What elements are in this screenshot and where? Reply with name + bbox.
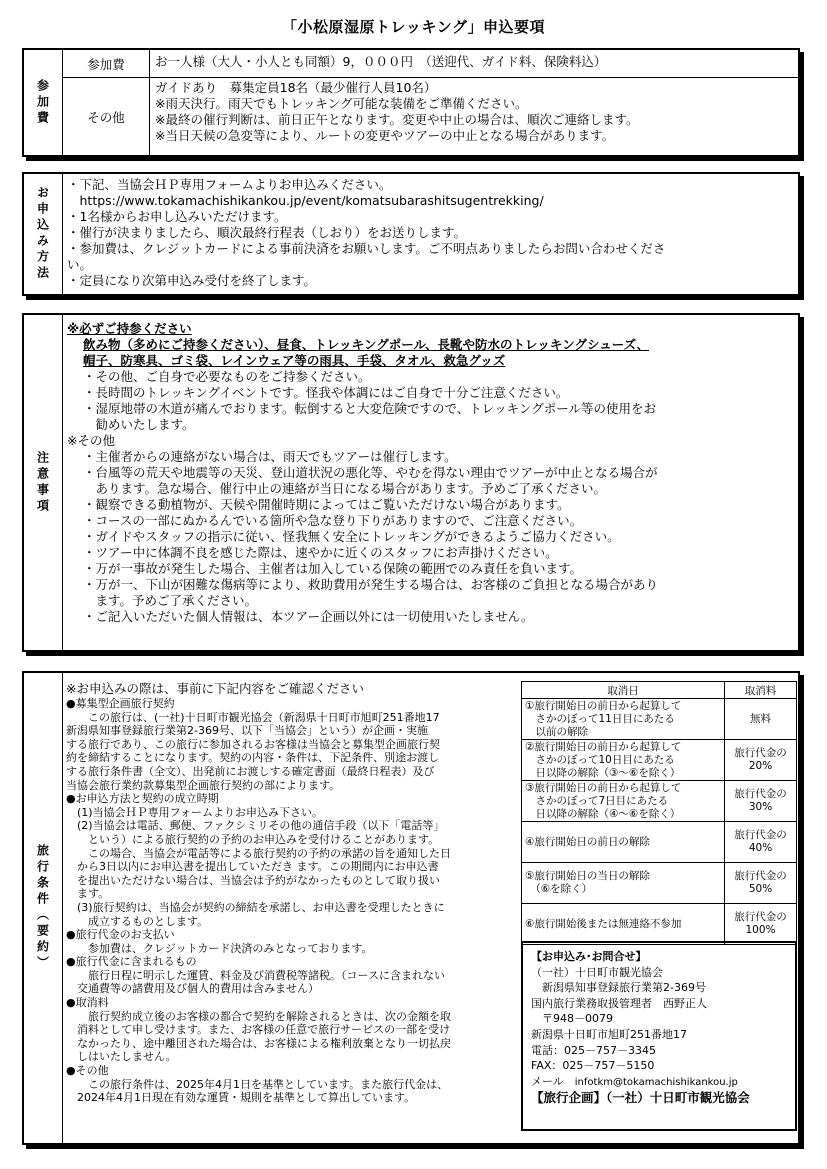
condition-line: 成立するものとします。 bbox=[66, 914, 209, 928]
other-item: ・万が一事故が発生した場合、主催者は加入している保険の範囲でのみ責任を負います。 bbox=[83, 561, 583, 576]
mail-address[interactable]: infotkm@tokamachishikankou.jp bbox=[574, 1076, 738, 1088]
apply-section-label: お申込み方法 bbox=[24, 174, 63, 294]
other-line: ガイドあり 募集定員18名（最少催行人員10名） bbox=[155, 80, 437, 95]
condition-line: を提出いただけない場合は、当協会は予約がなかったものとして取り扱い bbox=[66, 873, 440, 887]
cancel-row bbox=[522, 904, 797, 945]
condition-line: ●その他 bbox=[66, 1064, 109, 1078]
other-heading: ※その他 bbox=[67, 433, 115, 448]
apply-line: ・1名様からお申し込みいただけます。 bbox=[67, 209, 287, 224]
condition-line: という）による旅行契約の予約のお申込みを受付けることがあります。 bbox=[66, 832, 440, 846]
contact-line: FAX：025－757－5150 bbox=[531, 1059, 655, 1073]
cancel-day: ①旅行開始日の前日から起算して さかのぼって11日目にあたる 以前の解除 bbox=[522, 699, 725, 740]
condition-line: 2024年4月1日現在有効な運賃・規則を基準として算出しています。 bbox=[66, 1091, 416, 1105]
bring-heading: ※必ずご持参ください bbox=[67, 321, 192, 336]
other-item: ・台風等の荒天や地震等の天災、登山道状況の悪化等、やむを得ない理由でツアーが中止となる場合が bbox=[83, 465, 658, 480]
contact-line: （一社）十日町市観光協会 bbox=[531, 965, 663, 979]
bring-line: 飲み物（多めにご持参ください）、昼食、トレッキングポール、長靴や防水のトレッキングシューズ、 bbox=[83, 337, 650, 352]
other-item: ・コースの一部にぬかるんでいる箇所や急な登り下りがありますので、ご注意ください。 bbox=[83, 513, 583, 528]
contact-line: 新潟県十日町市旭町251番地17 bbox=[531, 1027, 687, 1041]
condition-line: から3日以内にお申込書を提出していただき ます。この期間内にお申込書 bbox=[66, 860, 439, 874]
condition-line: なかったり、途中離団された場合は、お客様による権利放棄となり一切払戻 bbox=[66, 1036, 451, 1050]
cancel-fee: 旅行代金の 100% bbox=[725, 904, 797, 945]
cancel-day: ⑤旅行開始日の当日の解除 （⑥を除く） bbox=[522, 863, 725, 904]
condition-line: 旅行契約成立後のお客様の都合で契約を解除されるときは、次の金額を取 bbox=[66, 1009, 451, 1023]
contact-line: 国内旅行業務取扱管理者 西野正人 bbox=[531, 996, 707, 1010]
condition-line: 旅行日程に明示した運賃、料金及び消費税等諸税。（コースに含まれない bbox=[66, 968, 445, 982]
contact-line: 〒948－0079 bbox=[531, 1012, 613, 1026]
cancel-day: ③旅行開始日の前日から起算して さかのぼって7日目にあたる 日以降の解除（④～⑥を除く） bbox=[522, 781, 725, 822]
cancel-fee-table bbox=[521, 681, 797, 945]
contact-box bbox=[521, 941, 797, 1131]
condition-line: この旅行条件は、2025年4月1日を基準としています。また旅行代金は、 bbox=[66, 1077, 449, 1091]
apply-line: ・参加費は、クレジットカードによる事前決済をお願いします。ご不明点ありましたらお問い合わせくださ bbox=[67, 241, 666, 256]
fee-text: お一人様（大人・小人とも同額）9，０００円 （送迎代、ガイド料、保険料込） bbox=[155, 54, 607, 69]
bring-line: 帽子、防寒具、ゴミ袋、レインウェア等の雨具、手袋、タオル、救急グッズ bbox=[83, 353, 506, 368]
condition-line: ●お申込方法と契約の成立時期 bbox=[66, 792, 219, 806]
condition-line: 約を締結することになります。契約の内容・条件は、下記条件、別途お渡し bbox=[66, 751, 440, 765]
notes-section-label: 注意事項 bbox=[24, 315, 63, 650]
apply-line: ・下記、当協会ＨＰ専用フォームよりお申込みください。 bbox=[67, 177, 392, 192]
condition-line: 当協会旅行業約款募集型企画旅行契約の部によります。 bbox=[66, 778, 341, 792]
contact-mail: メール infotkm@tokamachishikankou.jp bbox=[531, 1074, 738, 1088]
conditions-section-label: 旅行条件（要約） bbox=[24, 673, 63, 1143]
other-item: ・ガイドやスタッフの指示に従い、怪我無く安全にトレッキングができるようご協力ください。 bbox=[83, 529, 620, 544]
contact-line: 新潟県知事登録旅行業第2-369号 bbox=[531, 981, 706, 995]
notes-section bbox=[22, 313, 800, 652]
page-title: 「小松原湿原トレッキング」申込要項 bbox=[282, 18, 545, 36]
condition-line: 交通費等の諸費用及び個人的費用は含みません） bbox=[66, 982, 319, 996]
other-row-label: その他 bbox=[63, 78, 150, 155]
condition-line: しはいたしません。 bbox=[66, 1050, 177, 1064]
condition-line: ●募集型企画旅行契約 bbox=[66, 697, 175, 710]
cancel-fee: 旅行代金の 50% bbox=[725, 863, 797, 904]
other-item: ・ご記入いただいた個人情報は、本ツアー企画以外には一切使用いたしません。 bbox=[83, 609, 534, 624]
condition-line: (3)旅行契約は、当協会が契約の締結を承諾し、お申込書を受理したときに bbox=[66, 900, 445, 914]
other-row bbox=[63, 78, 798, 155]
condition-line: ます。 bbox=[66, 887, 110, 901]
condition-line: (2)当協会は電話、郵便、ファクシミリその他の通信手段（以下「電話等」 bbox=[66, 819, 445, 833]
condition-line: 新潟県知事登録旅行業第2-369号、以下「当協会」という）が企画・実施 bbox=[66, 724, 428, 738]
apply-line: い。 bbox=[67, 257, 93, 272]
bring-item: ・長時間のトレッキングイベントです。怪我や体調にはご自身で十分ご注意ください。 bbox=[83, 385, 569, 400]
other-item: ・ツアー中に体調不良を感じた際は、速やかに近くのスタッフにお声掛けください。 bbox=[83, 545, 558, 560]
apply-section bbox=[22, 172, 800, 296]
condition-line: する旅行条件書（全文）、出発前にお渡しする確定書面（最終日程表）及び bbox=[66, 764, 435, 778]
other-item: ・観察できる動植物が、天候や開催時期によってはご覧いただけない場合があります。 bbox=[83, 497, 570, 512]
cancel-row bbox=[522, 863, 797, 904]
cancel-day: ⑥旅行開始後または無連絡不参加 bbox=[522, 904, 725, 945]
condition-line: ●取消料 bbox=[66, 996, 109, 1010]
apply-line: ・定員になり次第申込み受付を終了します。 bbox=[67, 273, 317, 288]
conditions-heading: ※お申込みの際は、事前に下記内容をご確認ください bbox=[66, 681, 364, 696]
condition-line: この場合、当協会が電話等による旅行契約の予約の承諾の旨を通知した日 bbox=[66, 846, 451, 860]
other-line: ※当日天候の急変等により、ルートの変更やツアーの中止となる場合があります。 bbox=[155, 128, 615, 143]
other-line: ※最終の催行判断は、前日正午となります。変更や中止の場合は、順次ご連絡します。 bbox=[155, 112, 639, 127]
condition-line: する旅行であり、この旅行に参加されるお客様は当協会と募集型企画旅行契 bbox=[66, 737, 440, 751]
other-item: ます。予めご了承ください。 bbox=[83, 593, 258, 608]
cancel-row bbox=[522, 822, 797, 863]
fees-section bbox=[22, 48, 800, 157]
other-item: ・主催者からの連絡がない場合は、雨天でもツアーは催行します。 bbox=[83, 449, 457, 464]
bring-item: ・湿原地帯の木道が痛んでおります。転倒すると大変危険ですので、トレッキングポール等の使用をお bbox=[83, 401, 657, 416]
apply-url[interactable]: https://www.tokamachishikankou.jp/event/komatsubarashitsugentrekking/ bbox=[67, 193, 544, 208]
condition-line: (1)当協会ＨＰ専用フォームよりお申込み下さい。 bbox=[66, 805, 324, 819]
other-line: ※雨天決行。雨天でもトレッキング可能な装備をご準備ください。 bbox=[155, 96, 528, 111]
contact-heading: 【お申込み･お問合せ】 bbox=[531, 950, 647, 963]
contact-line: 電話：025－757－3345 bbox=[531, 1043, 656, 1057]
cancel-fee: 旅行代金の 20% bbox=[725, 740, 797, 781]
condition-line: ●旅行代金に含まれるもの bbox=[66, 955, 197, 969]
fees-section-label: 参加費 bbox=[24, 50, 63, 155]
condition-line: この旅行は、(一社)十日町市観光協会（新潟県十日町市旭町251番地17 bbox=[66, 710, 440, 724]
cancel-row bbox=[522, 699, 797, 740]
cancel-fee: 旅行代金の 30% bbox=[725, 781, 797, 822]
apply-line: ・催行が決まりましたら、順次最終行程表（しおり）をお送りします。 bbox=[67, 225, 467, 240]
conditions-section bbox=[22, 671, 800, 1145]
condition-line: 消料として申し受けます。また、お客様の任意で旅行サービスの一部を受け bbox=[66, 1023, 451, 1037]
cancel-fee-header: 取消料 bbox=[725, 682, 797, 699]
bring-item: 勧めいたします。 bbox=[83, 417, 195, 432]
condition-line: 参加費は、クレジットカード決済のみとなっております。 bbox=[66, 941, 373, 955]
fee-row bbox=[63, 50, 798, 78]
other-item: あります。急な場合、催行中止の連絡が当日になる場合があります。予めご了承ください。 bbox=[83, 481, 607, 496]
other-item: ・万が一、下山が困難な傷病等により、救助費用が発生する場合は、お客様のご負担となる場合があり bbox=[83, 577, 659, 592]
bring-item: ・その他、ご自身で必要なものをご持参ください。 bbox=[83, 369, 371, 384]
fee-row-label: 参加費 bbox=[63, 50, 150, 77]
cancel-day: ④旅行開始日の前日の解除 bbox=[522, 822, 725, 863]
cancel-day: ②旅行開始日の前日から起算して さかのぼって10日目にあたる 日以降の解除（③～⑥を除く） bbox=[522, 740, 725, 781]
cancel-day-header: 取消日 bbox=[522, 682, 725, 699]
condition-line: ●旅行代金のお支払い bbox=[66, 928, 175, 942]
cancel-row bbox=[522, 740, 797, 781]
organizer: 【旅行企画】（一社）十日町市観光協会 bbox=[531, 1090, 750, 1106]
cancel-row bbox=[522, 781, 797, 822]
cancel-fee: 無料 bbox=[725, 699, 797, 740]
cancel-fee: 旅行代金の 40% bbox=[725, 822, 797, 863]
